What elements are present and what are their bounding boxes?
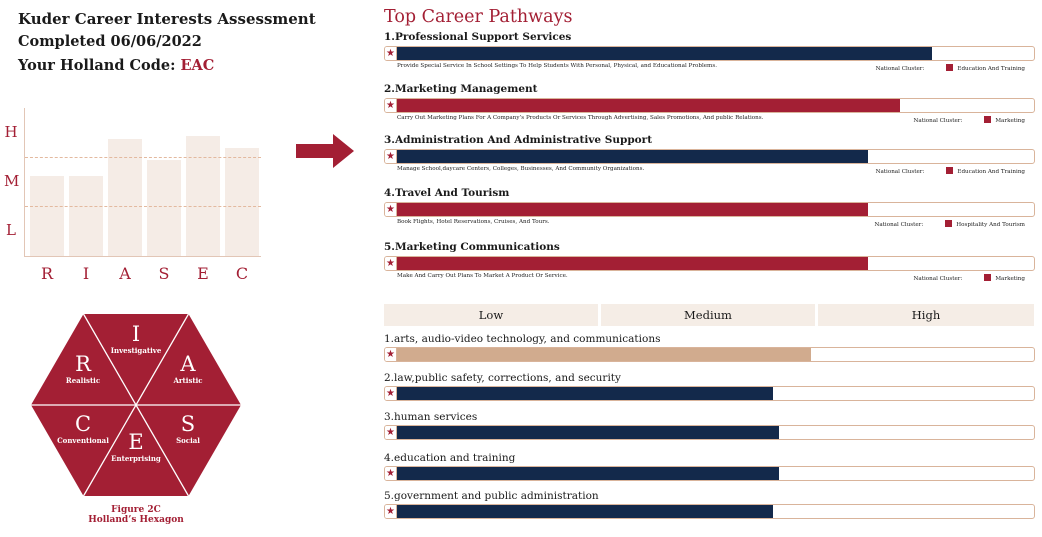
national-cluster-label: National Cluster: — [913, 118, 963, 124]
pathway-level-bar — [384, 149, 1035, 164]
riasec-letter: R — [40, 264, 54, 283]
hexagon-word: Social — [176, 436, 200, 445]
star-icon: ★ — [385, 150, 397, 163]
pathway-level-fill — [397, 150, 868, 163]
pathway-level-bar — [384, 256, 1035, 271]
cluster-title: 5.government and public administration — [384, 490, 599, 502]
star-icon: ★ — [385, 203, 397, 216]
national-cluster-value: Education And Training — [957, 66, 1025, 72]
national-cluster-value: Education And Training — [957, 169, 1025, 175]
star-icon: ★ — [385, 257, 397, 270]
hexagon-letter: I — [131, 322, 141, 346]
riasec-bar — [225, 148, 259, 256]
pathway-title: 1.Professional Support Services — [384, 31, 572, 43]
hexagon-word: Realistic — [65, 376, 101, 385]
pathway-level-bar — [384, 98, 1035, 113]
pathways-title: Top Career Pathways — [384, 7, 573, 27]
cluster-square-icon — [946, 167, 953, 174]
riasec-level-chart — [24, 108, 261, 257]
star-icon: ★ — [385, 47, 397, 60]
riasec-letter: E — [197, 264, 209, 283]
riasec-bar — [186, 136, 220, 256]
riasec-bar — [147, 160, 181, 256]
cluster-level-bar — [384, 347, 1035, 362]
level-low-label: L — [6, 221, 16, 239]
national-cluster-label: National Cluster: — [913, 276, 963, 282]
level-medium-label: M — [4, 172, 20, 190]
riasec-letter: A — [119, 264, 131, 283]
national-cluster-value: Hospitality And Tourism — [956, 222, 1025, 228]
pathway-level-fill — [397, 203, 868, 216]
cluster-level-fill — [397, 505, 773, 518]
star-icon: ★ — [385, 426, 397, 439]
national-cluster-value: Marketing — [995, 276, 1025, 282]
pathway-level-bar — [384, 202, 1035, 217]
national-cluster — [876, 167, 1025, 175]
pathway-description: Provide Special Service In School Settings To Help Students With Personal, Physical, and Educational Problems. — [397, 63, 717, 69]
hexagon-letter: A — [180, 352, 196, 376]
pathway-title: 3.Administration And Administrative Support — [384, 134, 653, 146]
hexagon-word: Investigative — [110, 346, 162, 355]
star-icon: ★ — [385, 505, 397, 518]
riasec-bar — [69, 176, 103, 256]
cluster-level-fill — [397, 426, 779, 439]
chart-x-axis — [24, 256, 261, 257]
pathway-level-bar — [384, 46, 1035, 61]
medium-threshold-line — [25, 206, 261, 207]
cluster-title: 4.education and training — [384, 452, 516, 464]
cluster-level-bar — [384, 466, 1035, 481]
pathway-title: 4.Travel And Tourism — [384, 187, 510, 199]
cluster-level-fill — [397, 348, 811, 361]
cluster-level-bar — [384, 386, 1035, 401]
cluster-square-icon — [946, 64, 953, 71]
riasec-bar — [30, 176, 64, 256]
riasec-letter: I — [82, 264, 90, 283]
holland-code-line — [18, 57, 214, 75]
star-icon: ★ — [385, 387, 397, 400]
pathway-description: Book Flights, Hotel Reservations, Cruises, And Tours. — [397, 219, 550, 225]
cluster-square-icon — [984, 274, 991, 281]
cluster-title: 1.arts, audio-video technology, and communications — [384, 333, 661, 345]
cluster-level-bar — [384, 425, 1035, 440]
national-cluster — [914, 116, 1025, 124]
cluster-level-fill — [397, 467, 779, 480]
cluster-level-fill — [397, 387, 773, 400]
hexagon-letter: S — [180, 412, 196, 436]
star-icon: ★ — [385, 348, 397, 361]
holland-code-label: Your Holland Code: — [18, 57, 181, 74]
national-cluster-value: Marketing — [995, 118, 1025, 124]
hexagon-word: Conventional — [57, 436, 109, 445]
scale-medium: Medium — [601, 304, 815, 326]
hexagon-word: Artistic — [173, 376, 203, 385]
hexagon-letter: R — [75, 352, 91, 376]
star-icon: ★ — [385, 99, 397, 112]
cluster-level-bar — [384, 504, 1035, 519]
holland-code-value: EAC — [180, 57, 215, 74]
cluster-title: 3.human services — [384, 411, 478, 423]
cluster-square-icon — [945, 220, 952, 227]
cluster-title: 2.law,public safety, corrections, and security — [384, 372, 621, 384]
cluster-square-icon — [984, 116, 991, 123]
riasec-letter: C — [235, 264, 249, 283]
pathway-description: Carry Out Marketing Plans For A Company’s Products Or Services Through Advertising, Sales Promotions, And public Relations. — [397, 115, 764, 121]
pathway-level-fill — [397, 99, 900, 112]
national-cluster — [914, 274, 1025, 282]
figure-caption-title: Holland’s Hexagon — [88, 515, 184, 525]
star-icon: ★ — [385, 467, 397, 480]
national-cluster — [874, 220, 1025, 228]
high-threshold-line — [25, 157, 261, 158]
completed-date: Completed 06/06/2022 — [18, 33, 202, 50]
riasec-letter: S — [158, 264, 170, 283]
hexagon-letter: C — [74, 412, 92, 436]
pathway-title: 2.Marketing Management — [384, 83, 538, 95]
hexagon-letter: E — [128, 430, 144, 454]
national-cluster — [876, 64, 1025, 72]
arrow-right-icon — [296, 134, 354, 168]
national-cluster-label: National Cluster: — [874, 222, 924, 228]
figure-caption-number: Figure 2C — [111, 505, 161, 515]
pathway-title: 5.Marketing Communications — [384, 241, 560, 253]
scale-low: Low — [384, 304, 598, 326]
national-cluster-label: National Cluster: — [875, 66, 925, 72]
pathway-level-fill — [397, 47, 932, 60]
pathway-level-fill — [397, 257, 868, 270]
pathway-description: Manage School,daycare Centers, Colleges, Businesses, And Community Organizations. — [397, 166, 645, 172]
pathway-description: Make And Carry Out Plans To Market A Product Or Service. — [397, 273, 568, 279]
report-title: Kuder Career Interests Assessment — [18, 10, 316, 28]
hexagon-word: Enterprising — [111, 454, 161, 463]
national-cluster-label: National Cluster: — [875, 169, 925, 175]
chart-y-axis — [24, 108, 25, 257]
level-high-label: H — [4, 123, 18, 141]
scale-high: High — [818, 304, 1034, 326]
